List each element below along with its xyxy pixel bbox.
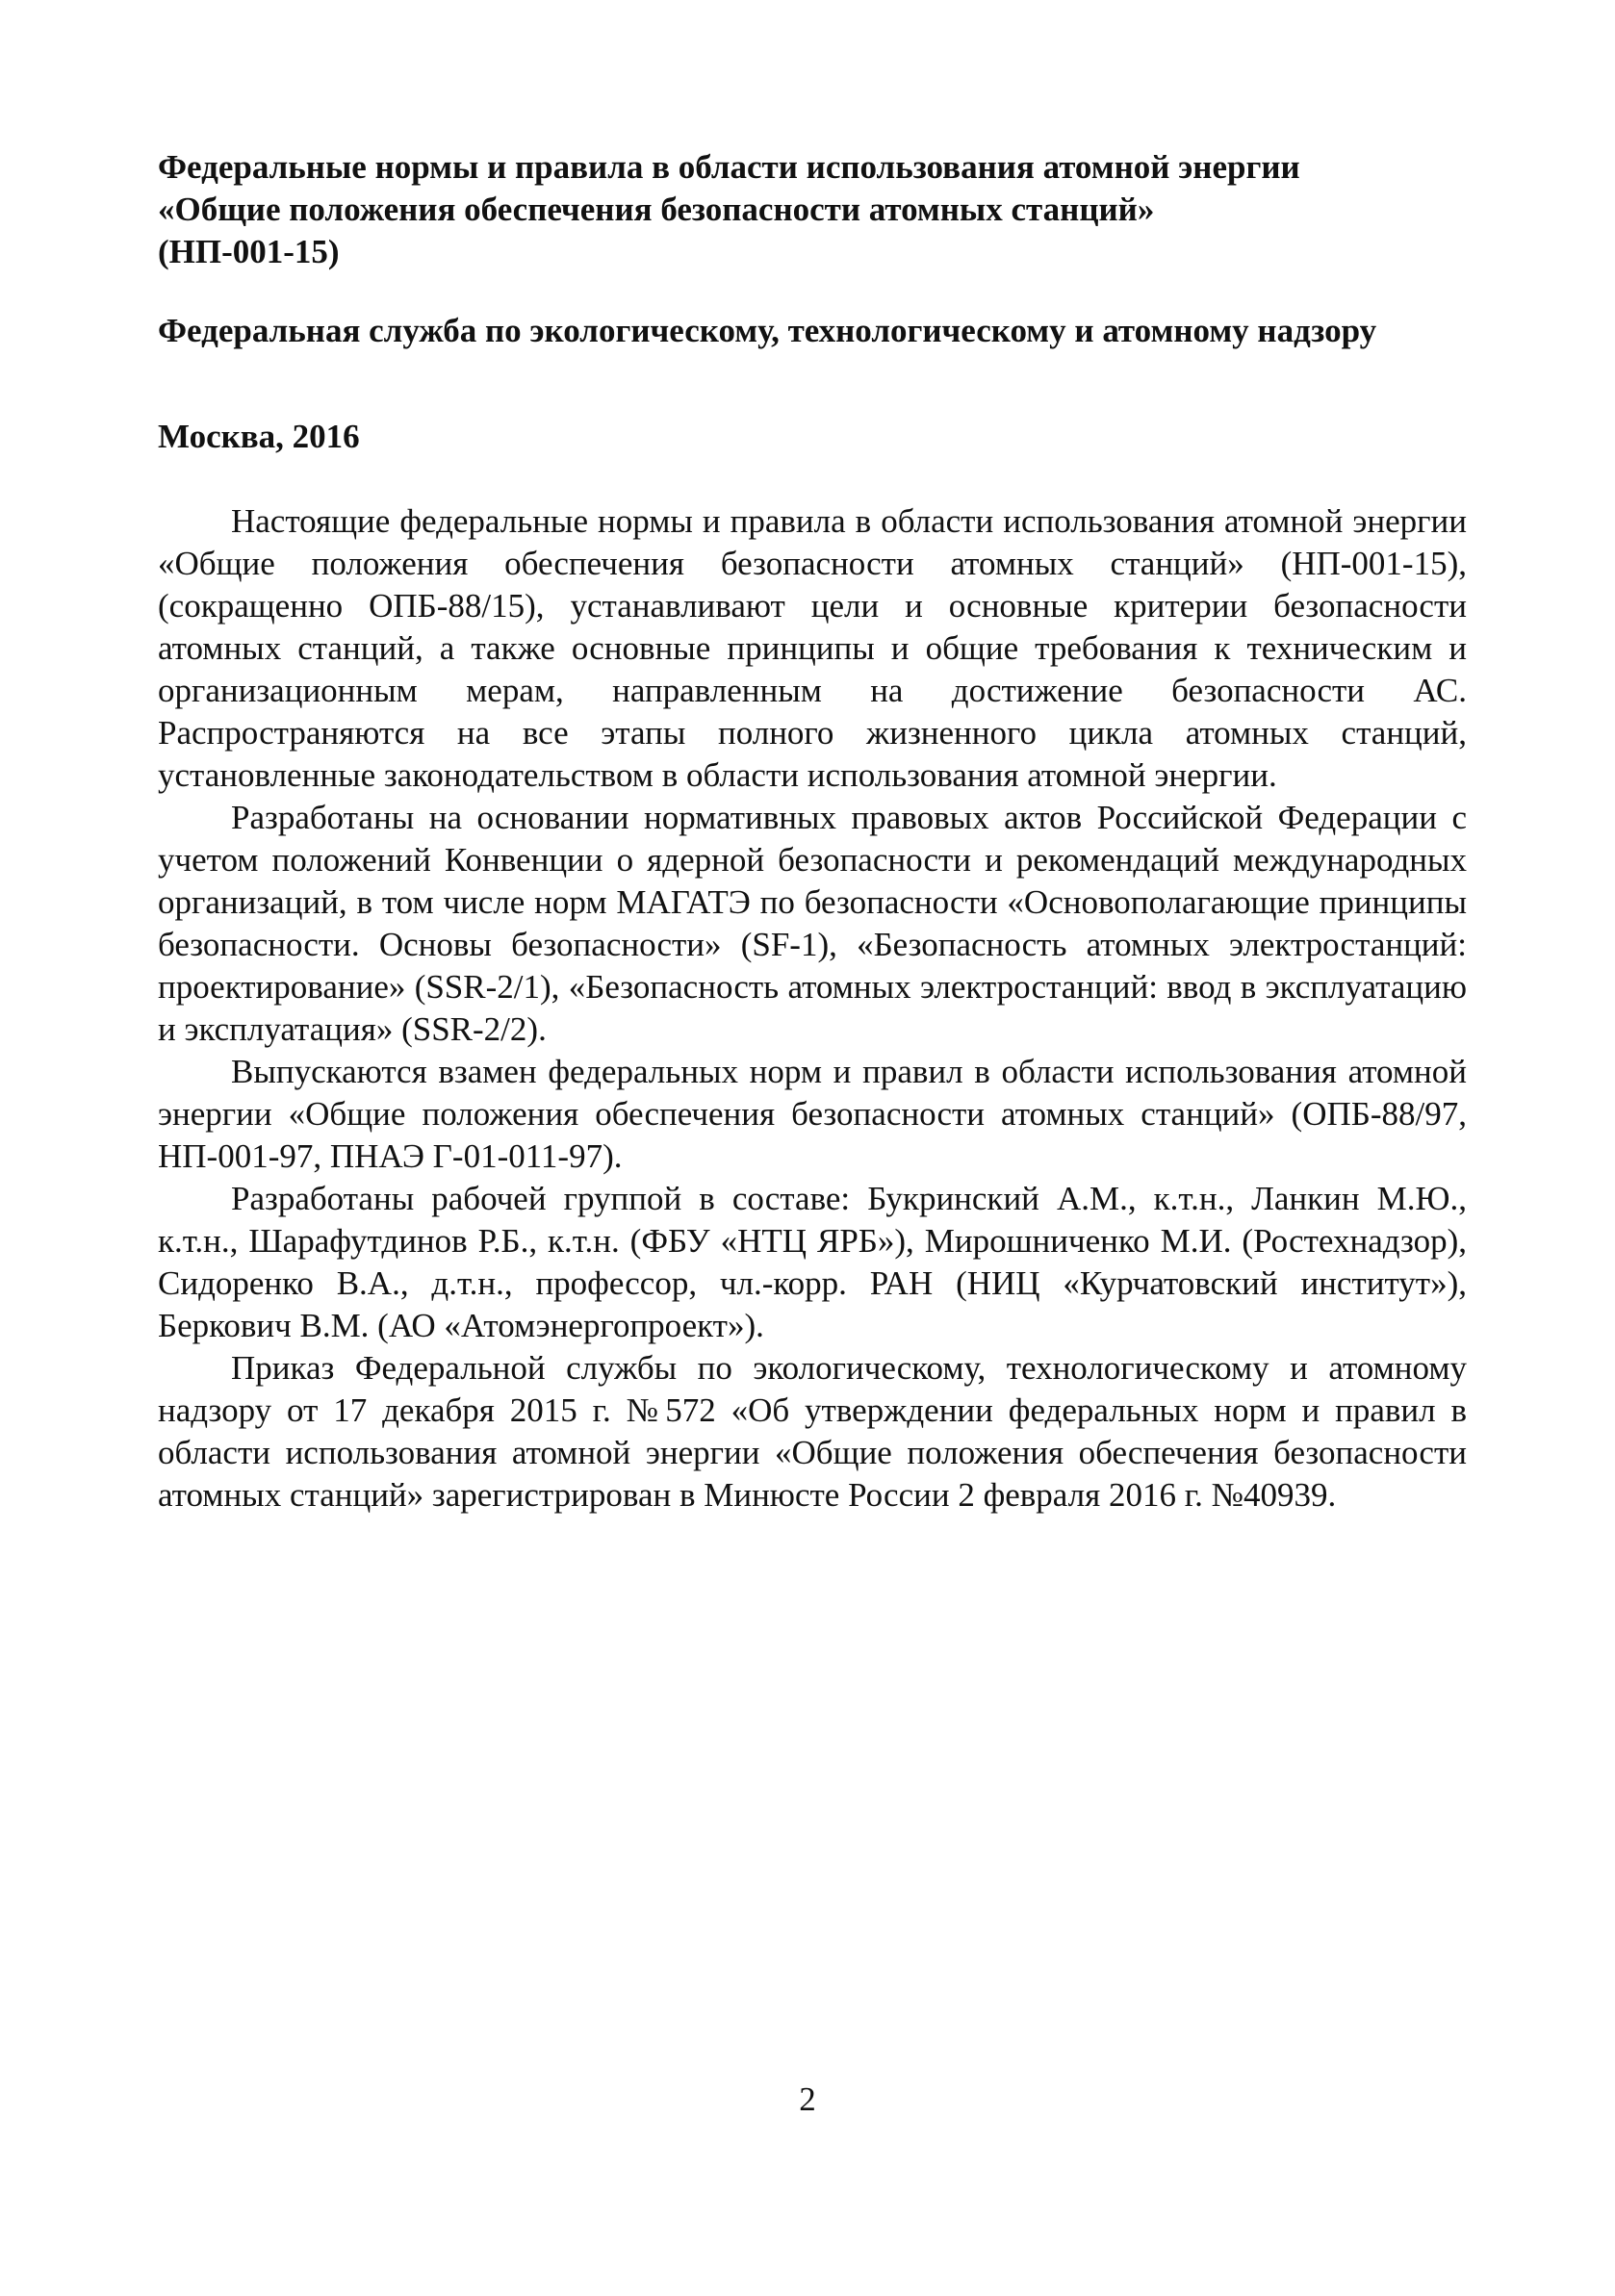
paragraph-basis: Разработаны на основании нормативных правовых актов Российской Федерации с учетом положений Конвенции о ядерной безопасности и рекомендаций международных организаций, в том числе норм МАГАТЭ по безопасности «Основополагающие принципы безопасности. Основы безопасности» (SF-1), «Безопасность атомных электростанций: проектирование» (SSR-2/1), «Безопасность атомных электростанций: ввод в эксплуатацию и эксплуатация» (SSR-2/2). [158, 799, 1467, 1048]
city-year: Москва, 2016 [158, 418, 360, 455]
title-line-1: Федеральные нормы и правила в области использования атомной энергии [158, 148, 1300, 186]
page-number: 2 [799, 2080, 816, 2118]
title-line-3: (НП-001-15) [158, 233, 340, 270]
paragraph-order: Приказ Федеральной службы по экологическому, технологическому и атомному надзору от 17 декабря 2015 г. №572 «Об утверждении федеральных норм и правил в области использования атомной энергии «Общие положения обеспечения безопасности атомных станций» зарегистрирован в Минюсте России 2 февраля 2016 г. №40939. [158, 1349, 1467, 1514]
title-line-2: «Общие положения обеспечения безопасности атомных станций» [158, 191, 1155, 228]
paragraph-replaces: Выпускаются взамен федеральных норм и правил в области использования атомной энергии «Общие положения обеспечения безопасности атомных станций» (ОПБ-88/97, НП-001-97, ПНАЭ Г-01-011-97). [158, 1053, 1467, 1175]
document-title [158, 146, 1467, 273]
agency-name: Федеральная служба по экологическому, технологическому и атомному надзору [158, 312, 1377, 349]
document-body [158, 500, 1467, 1517]
paragraph-scope: Настоящие федеральные нормы и правила в области использования атомной энергии «Общие положения обеспечения безопасности атомных станций» (НП-001-15), (сокращенно ОПБ-88/15), устанавливают цели и основные критерии безопасности атомных станций, а также основные принципы и общие требования к техническим и организационным мерам, направленным на достижение безопасности АС. Распространяются на все этапы полного жизненного цикла атомных станций, установленные законодательством в области использования атомной энергии. [158, 502, 1467, 794]
paragraph-authors: Разработаны рабочей группой в составе: Букринский А.М., к.т.н., Ланкин М.Ю., к.т.н., Шарафутдинов Р.Б., к.т.н. (ФБУ «НТЦ ЯРБ»), Мирошниченко М.И. (Ростехнадзор), Сидоренко В.А., д.т.н., профессор, чл.-корр. РАН (НИЦ «Курчатовский институт»), Беркович В.М. (АО «Атомэнергопроект»). [158, 1180, 1467, 1344]
